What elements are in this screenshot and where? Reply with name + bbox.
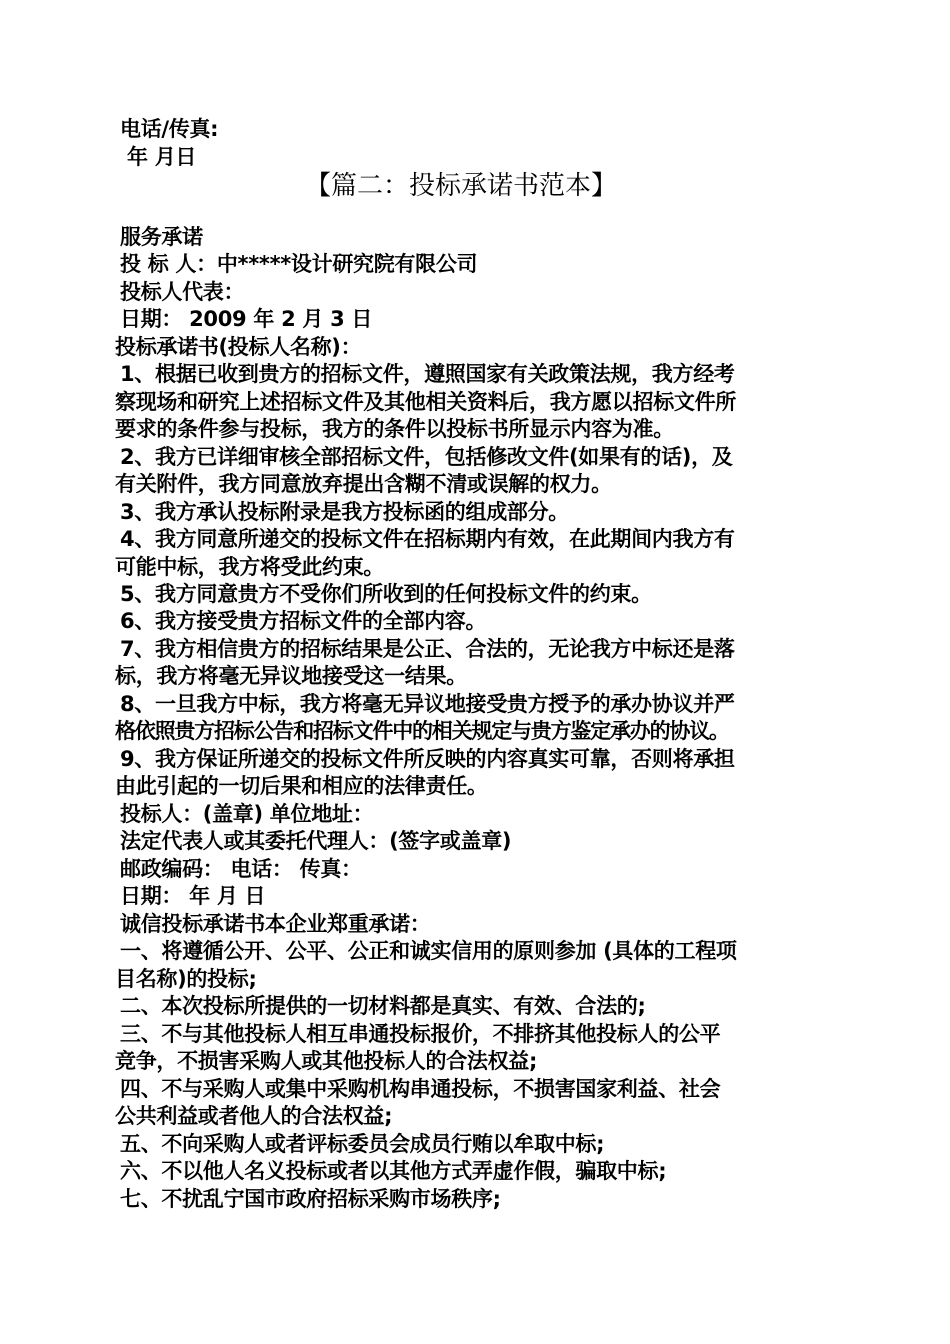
date-line: 年 月日 (127, 145, 197, 169)
commitment-7a: 7、我方相信贵方的招标结果是公正、合法的，无论我方中标还是落 (120, 637, 735, 661)
commitment-8b: 格依照贵方招标公告和招标文件中的相关规定与贵方鉴定承办的协议。 (115, 719, 729, 743)
integrity-5: 五、不向采购人或者评标委员会成员行贿以牟取中标; (120, 1132, 605, 1156)
integrity-heading: 诚信投标承诺书本企业郑重承诺： (120, 912, 431, 936)
integrity-1a: 一、将遵循公开、公平、公正和诚实信用的原则参加 (具体的工程项 (120, 939, 737, 963)
integrity-1b: 目名称)的投标; (115, 967, 257, 991)
service-heading: 服务承诺 (120, 225, 203, 249)
commitment-1b: 察现场和研究上述招标文件及其他相关资料后，我方愿以招标文件所 (115, 390, 736, 414)
integrity-3a: 三、不与其他投标人相互串通投标报价，不排挤其他投标人的公平 (120, 1022, 721, 1046)
intro-date-line: 日期： 2009 年 2 月 3 日 (120, 307, 373, 331)
legal-rep-line: 法定代表人或其委托代理人：(签字或盖章) (120, 829, 512, 853)
contact-line: 邮政编码： 电话： 传真： (120, 857, 362, 881)
tel-fax-line: 电话/传真: (120, 117, 219, 141)
commitment-1a: 1、根据已收到贵方的招标文件，遵照国家有关政策法规，我方经考 (120, 362, 735, 386)
commitment-8a: 8、一旦我方中标，我方将毫无异议地接受贵方授予的承办协议并严 (120, 692, 735, 716)
commitment-7b: 标，我方将毫无异议地接受这一结果。 (115, 664, 467, 688)
commitment-9b: 由此引起的一切后果和相应的法律责任。 (115, 774, 488, 798)
commitment-9a: 9、我方保证所递交的投标文件所反映的内容真实可靠，否则将承担 (120, 747, 735, 771)
integrity-4b: 公共利益或者他人的合法权益; (115, 1104, 393, 1128)
commitment-3: 3、我方承认投标附录是我方投标函的组成部分。 (120, 500, 570, 524)
commitment-2a: 2、我方已详细审核全部招标文件，包括修改文件(如果有的话)，及 (120, 445, 733, 469)
commitment-4a: 4、我方同意所递交的投标文件在招标期内有效，在此期间内我方有 (120, 527, 735, 551)
commitment-6: 6、我方接受贵方招标文件的全部内容。 (120, 609, 487, 633)
integrity-3b: 竞争，不损害采购人或其他投标人的合法权益; (115, 1049, 538, 1073)
bidder-seal-line: 投标人：(盖章) 单位地址： (120, 802, 374, 826)
bidder-line: 投 标 人：中*****设计研究院有限公司 (120, 252, 478, 276)
integrity-7: 七、不扰乱宁国市政府招标采购市场秩序; (120, 1187, 501, 1211)
integrity-4a: 四、不与采购人或集中采购机构串通投标，不损害国家利益、社会 (120, 1077, 721, 1101)
letter-heading: 投标承诺书(投标人名称)： (115, 335, 362, 359)
section-title: 【篇二：投标承诺书范本】 (305, 171, 618, 201)
commitment-5: 5、我方同意贵方不受你们所收到的任何投标文件的约束。 (120, 582, 652, 606)
commitment-2b: 有关附件，我方同意放弃提出含糊不清或误解的权力。 (115, 472, 612, 496)
integrity-6: 六、不以他人名义投标或者以其他方式弄虚作假，骗取中标; (120, 1159, 667, 1183)
signature-date-line: 日期： 年 月 日 (120, 884, 266, 908)
commitment-4b: 可能中标，我方将受此约束。 (115, 555, 385, 579)
integrity-2: 二、本次投标所提供的一切材料都是真实、有效、合法的; (120, 994, 646, 1018)
representative-line: 投标人代表： (120, 280, 245, 304)
commitment-1c: 要求的条件参与投标，我方的条件以投标书所显示内容为准。 (115, 417, 674, 441)
